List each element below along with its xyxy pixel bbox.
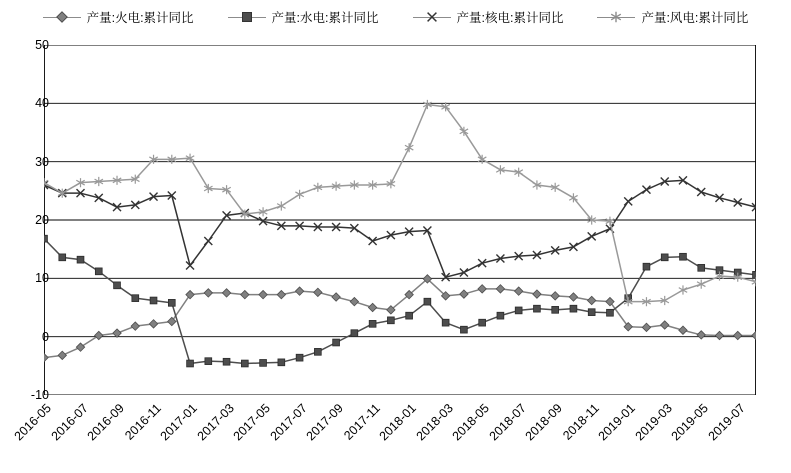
diamond-icon xyxy=(56,11,68,23)
y-tick-label: 0 xyxy=(42,329,49,344)
series-markers-3 xyxy=(44,100,756,306)
legend-line-hedian xyxy=(413,11,451,23)
x-tick-label: 2018-11 xyxy=(559,401,602,443)
x-tick-label: 2017-05 xyxy=(230,401,273,444)
x-tick-label: 2017-07 xyxy=(267,401,310,444)
y-tick-label: 10 xyxy=(35,271,49,286)
x-tick-label: 2018-09 xyxy=(522,401,566,444)
x-tick-label: 2017-03 xyxy=(194,401,237,444)
x-tick-label: 2017-11 xyxy=(340,401,383,443)
x-tick-label: 2018-03 xyxy=(413,401,456,444)
legend-label-fengdian: 产量:风电:累计同比 xyxy=(641,11,749,25)
plot-area xyxy=(44,45,756,395)
x-tick-label: 2018-07 xyxy=(486,401,529,444)
legend-label-hedian: 产量:核电:累计同比 xyxy=(456,11,564,25)
x-tick-label: 2016-11 xyxy=(121,401,164,443)
y-tick-label: 40 xyxy=(35,96,49,111)
x-tick-label: 2019-05 xyxy=(668,401,712,444)
x-tick-label: 2016-05 xyxy=(11,401,54,444)
square-icon xyxy=(241,11,253,23)
legend-item-shuidian[interactable] xyxy=(228,8,379,26)
x-tick-label: 2017-01 xyxy=(157,401,200,444)
star-icon xyxy=(610,11,622,23)
y-tick-label: 30 xyxy=(35,154,49,169)
legend-line-shuidian xyxy=(228,11,266,23)
legend-label-shuidian: 产量:水电:累计同比 xyxy=(271,11,379,25)
x-tick-label: 2016-07 xyxy=(48,401,91,444)
x-tick-label: 2017-09 xyxy=(303,401,346,444)
x-cross-icon xyxy=(426,11,438,23)
x-tick-label: 2019-03 xyxy=(632,401,675,444)
x-tick-label: 2018-05 xyxy=(449,401,493,444)
legend-line-fengdian xyxy=(597,11,635,23)
x-tick-label: 2019-01 xyxy=(595,401,639,444)
x-tick-label: 2019-07 xyxy=(705,401,748,444)
y-tick-label: 20 xyxy=(35,213,49,227)
series-line-3 xyxy=(44,105,756,302)
plot-svg xyxy=(44,45,756,395)
chart-legend xyxy=(0,0,791,34)
x-tick-label: 2018-01 xyxy=(376,401,420,444)
legend-line-huodian xyxy=(43,11,81,23)
y-tick-label: -10 xyxy=(30,388,49,402)
legend-item-huodian[interactable] xyxy=(43,8,194,26)
x-tick-label: 2016-09 xyxy=(84,401,127,444)
legend-item-hedian[interactable] xyxy=(413,8,564,26)
y-tick-label: 50 xyxy=(35,38,49,52)
legend-label-huodian: 产量:火电:累计同比 xyxy=(86,11,194,25)
legend-item-fengdian[interactable] xyxy=(597,8,748,26)
